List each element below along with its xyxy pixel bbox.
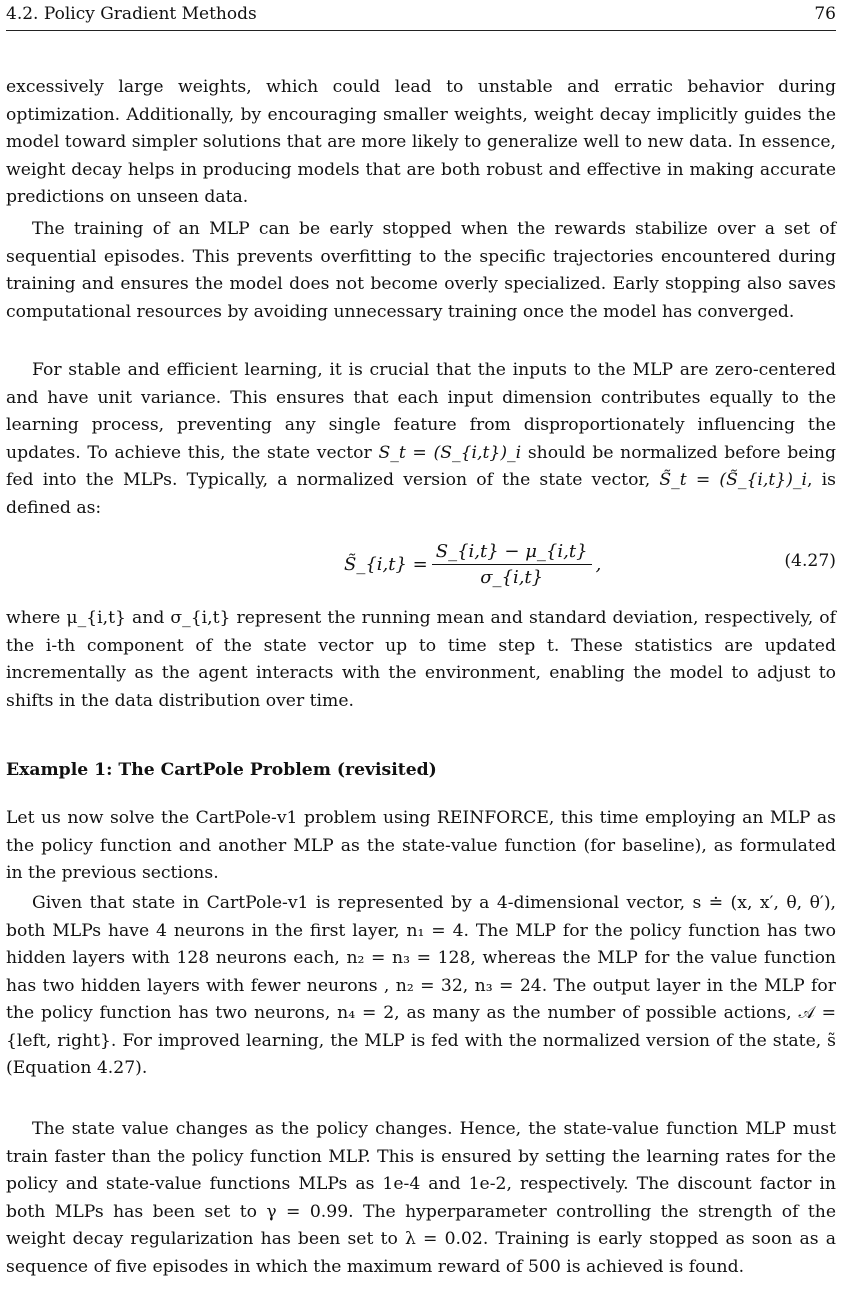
paragraph-5: Let us now solve the CartPole-v1 problem using REINFORCE, this time employing an MLP as the policy function and another MLP as the state-value function (for baseline), as formulated in the previous sections. — [6, 808, 836, 883]
paragraph-4: where μ_{i,t} and σ_{i,t} represent the running mean and standard deviation, respectively, of the i-th component of the state vector up to time step t. These statistics are updated incrementally as the agent interacts with the environment, enabling the model to adjust to shifts in the data distribution over time. — [6, 608, 836, 711]
equation-4-27 — [6, 536, 836, 592]
paragraph-1: excessively large weights, which could lead to unstable and erratic behavior during optimization. Additionally, by encouraging smaller weights, weight decay implicitly guides the model toward simpler solutions that are more likely to generalize well to new data. In essence, weight decay helps in producing models that are both robust and effective in making accurate predictions on unseen data. — [6, 77, 836, 207]
state-vector-math: S_t = (S_{i,t})_i — [378, 442, 522, 463]
normalized-vector-math: S̃_t = (S̃_{i,t})_i — [659, 470, 808, 490]
example-heading: Example 1: The CartPole Problem (revisited) — [6, 760, 437, 780]
equation-numerator: S_{i,t} − μ_{i,t} — [432, 541, 592, 565]
p3-text-a: For stable and efficient learning, it is crucial that the inputs to the MLP are zero-centered and have unit variance. This ensures that each input dimension contributes equally to the learning process, preventing any single feature from disproportionately influencing the updates. To achieve this, the state vector — [6, 360, 836, 463]
paragraph-6: Given that state in CartPole-v1 is represented by a 4-dimensional vector, s ≐ (x, x′, θ, θ′), both MLPs have 4 neurons in the first layer, n₁ = 4. The MLP for the policy function has two hidden layers with 128 neurons each, n₂ = n₃ = 128, whereas the MLP for the value function has two hidden layers with fewer neurons , n₂ = 32, n₃ = 24. The output layer in the MLP for the policy function has two neurons, n₄ = 2, as many as the number of possible actions, 𝒜 = {left, right}. For improved learning, the MLP is fed with the normalized version of the state, s̃ (Equation 4.27). — [6, 893, 836, 1078]
page-number: 76 — [814, 4, 836, 24]
paragraph-7: The state value changes as the policy changes. Hence, the state-value function MLP must train faster than the policy function MLP. This is ensured by setting the learning rates for the policy and state-value functions MLPs as 1e-4 and 1e-2, respectively. The discount factor in both MLPs has been set to γ = 0.99. The hyperparameter controlling the strength of the weight decay regularization has been set to λ = 0.02. Training is early stopped as soon as a sequence of five episodes in which the maximum reward of 500 is achieved is found. — [6, 1119, 836, 1277]
equation-lhs: S̃_{i,t} = — [344, 553, 428, 575]
equation-fraction — [432, 541, 592, 588]
equation-denominator: σ_{i,t} — [480, 566, 544, 588]
paragraph-2: The training of an MLP can be early stopped when the rewards stabilize over a set of sequential episodes. This prevents overfitting to the specific trajectories encountered during training and ensures the model does not become overly specialized. Early stopping also saves computational resources by avoiding unnecessary training once the model has converged. — [6, 219, 836, 322]
p3-text-c: , is defined as: — [6, 470, 836, 518]
paragraph-3 — [6, 357, 836, 522]
equation-body: S̃_{i,t} = $\frac{S\_\{i,t\} - \mu\_\{i,t\}}{\sigma\_\{i,t\}}$ , — [344, 540, 602, 588]
equation-number: (4.27) — [784, 551, 836, 571]
running-header — [6, 4, 836, 31]
p3-text-b: should be normalized before being fed into the MLPs. Typically, a normalized version of the state vector, — [6, 442, 836, 490]
section-title: 4.2. Policy Gradient Methods — [6, 4, 257, 24]
